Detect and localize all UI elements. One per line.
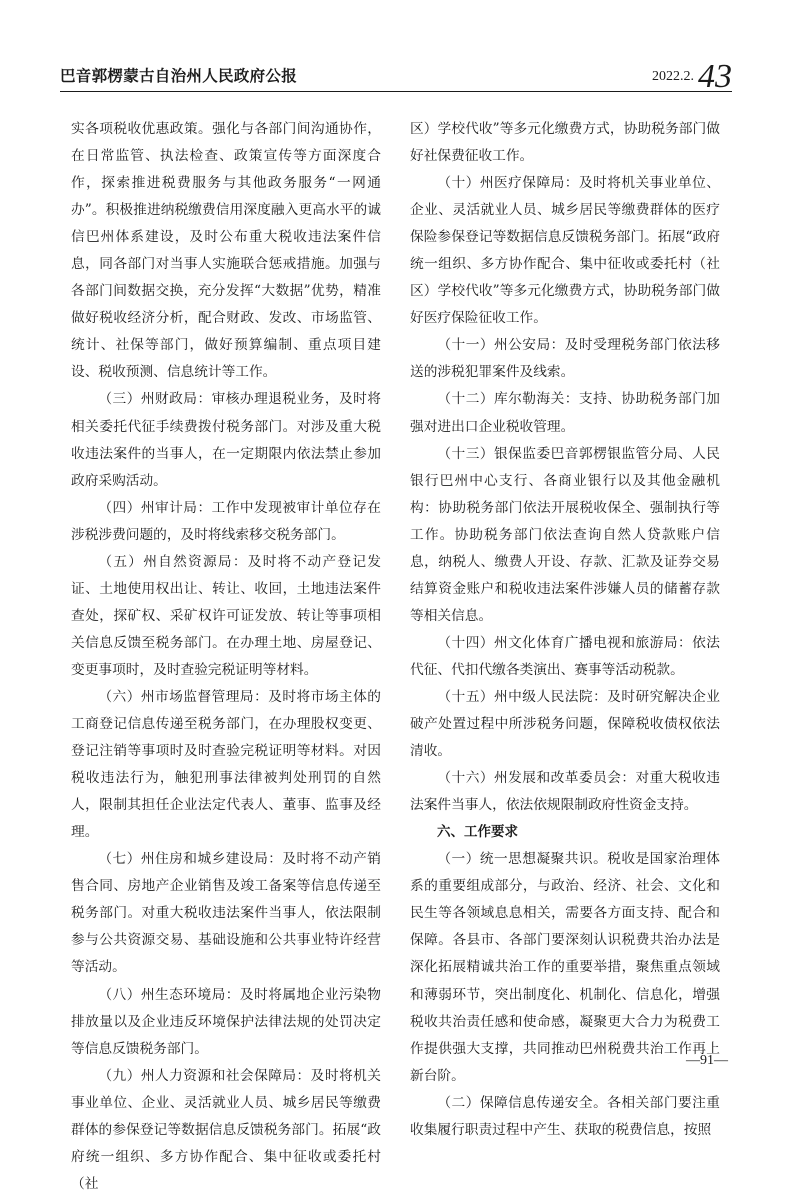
publication-title: 巴音郭楞蒙古自治州人民政府公报 — [60, 67, 298, 85]
left-column — [71, 116, 381, 1192]
header-rule — [60, 91, 732, 92]
paragraph: （二）保障信息传递安全。各相关部门要注重收集履行职责过程中产生、获取的税费信息，按照 — [410, 1094, 720, 1138]
section-heading: 六、工作要求 — [437, 824, 518, 841]
paragraph: 区）学校代收”等多元化缴费方式，协助税务部门做好社保费征收工作。 — [410, 121, 720, 165]
paragraph: （十二）库尔勒海关：支持、协助税务部门加强对进出口企业税收管理。 — [410, 391, 720, 435]
paragraph: （三）州财政局：审核办理退税业务，及时将相关委托代征手续费拨付税务部门。对涉及重大税收违法案件的当事人，在一定期限内依法禁止参加政府采购活动。 — [71, 391, 381, 489]
paragraph: （十）州医疗保障局：及时将机关事业单位、企业、灵活就业人员、城乡居民等缴费群体的医疗保险参保登记等数据信息反馈税务部门。拓展“政府统一组织、多方协作配合、集中征收或委托村（社区）学校代收”等多元化缴费方式，协助税务部门做好医疗保险征收工作。 — [410, 175, 720, 327]
paragraph: （十四）州文化体育广播电视和旅游局：依法代征、代扣代缴各类演出、赛事等活动税款。 — [410, 634, 720, 678]
page-number: —91— — [686, 1053, 728, 1068]
issue-date: 2022.2. — [652, 69, 694, 84]
paragraph: （十六）州发展和改革委员会：对重大税收违法案件当事人，依法依规限制政府性资金支持。 — [410, 770, 720, 814]
paragraph: （十三）银保监委巴音郭楞银监管分局、人民银行巴州中心支行、各商业银行以及其他金融机构：协助税务部门依法开展税收保全、强制执行等工作。协助税务部门依法查询自然人贷款账户信息，纳税人、缴费人开设、存款、汇款及证券交易结算资金账户和税收违法案件涉嫌人员的储蓄存款等相关信息。 — [410, 445, 720, 624]
paragraph: （一）统一思想凝聚共识。税收是国家治理体系的重要组成部分，与政治、经济、社会、文化和民生等各领域息息相关，需要各方面支持、配合和保障。各县市、各部门要深刻认识税费共治办法是深化拓展精诚共治工作的重要举措，聚焦重点领域和薄弱环节，突出制度化、机制化、信息化，增强税收共治责任感和使命感，凝聚更大合力为税费工作提供强大支撑，共同推动巴州税费共治工作再上新台阶。 — [410, 851, 720, 1084]
page-header — [60, 52, 732, 95]
paragraph: （七）州住房和城乡建设局：及时将不动产销售合同、房地产企业销售及竣工备案等信息传递至税务部门。对重大税收违法案件当事人，依法限制参与公共资源交易、基础设施和公共事业特许经营等活动。 — [71, 851, 381, 976]
paragraph: （四）州审计局：工作中发现被审计单位存在涉税涉费问题的，及时将线索移交税务部门。 — [71, 499, 381, 543]
issue-number: 43 — [698, 58, 732, 95]
paragraph: （五）州自然资源局：及时将不动产登记发证、土地使用权出让、转让、收回，土地违法案件查处，探矿权、采矿权许可证发放、转让等事项相关信息反馈至税务部门。在办理土地、房屋登记、变更事项时，及时查验完税证明等材料。 — [71, 553, 381, 678]
paragraph: （十五）州中级人民法院：及时研究解决企业破产处置过程中所涉税务问题，保障税收债权依法清收。 — [410, 688, 720, 760]
paragraph: 实各项税收优惠政策。强化与各部门间沟通协作，在日常监管、执法检查、政策宣传等方面深度合作，探索推进税费服务与其他政务服务“一网通办”。积极推进纳税缴费信用深度融入更高水平的诚信巴州体系建设，及时公布重大税收违法案件信息，同各部门对当事人实施联合惩戒措施。加强与各部门间数据交换，充分发挥“大数据”优势，精准做好税收经济分析，配合财政、发改、市场监管、统计、社保等部门，做好预算编制、重点项目建设、税收预测、信息统计等工作。 — [71, 121, 381, 381]
paragraph: （六）州市场监督管理局：及时将市场主体的工商登记信息传递至税务部门，在办理股权变更、登记注销等事项时及时查验完税证明等材料。对因税收违法行为，触犯刑事法律被判处刑罚的自然人，限制其担任企业法定代表人、董事、监事及经理。 — [71, 688, 381, 841]
paragraph: （八）州生态环境局：及时将属地企业污染物排放量以及企业违反环境保护法律法规的处罚决定等信息反馈税务部门。 — [71, 986, 381, 1057]
paragraph: （九）州人力资源和社会保障局：及时将机关事业单位、企业、灵活就业人员、城乡居民等缴费群体的参保登记等数据信息反馈税务部门。拓展“政府统一组织、多方协作配合、集中征收或委托村（社 — [71, 1067, 381, 1192]
paragraph: （十一）州公安局：及时受理税务部门依法移送的涉税犯罪案件及线索。 — [410, 337, 720, 381]
